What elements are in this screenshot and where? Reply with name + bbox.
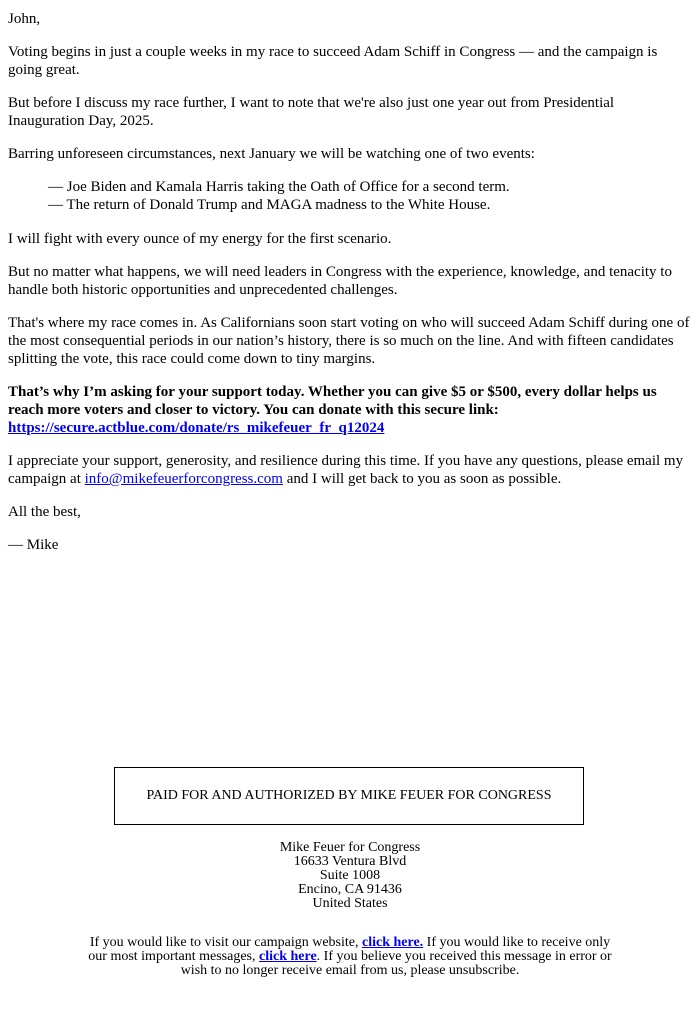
paid-for-disclaimer: PAID FOR AND AUTHORIZED BY MIKE FEUER FOR CONGRESS — [114, 767, 584, 825]
paragraph-events: Barring unforeseen circumstances, next January we will be watching one of two events: — [8, 146, 535, 162]
paragraph-inauguration: But before I discuss my race further, I want to note that we're also just one year out from Presidential Inauguration Day, 2025. — [8, 95, 615, 129]
footer-notice — [86, 936, 614, 978]
paragraph-fight: I will fight with every ounce of my energy for the first scenario. — [8, 231, 392, 247]
email-link[interactable]: info@mikefeuerforcongress.com — [84, 471, 283, 487]
paragraph-contact — [8, 452, 692, 488]
address-suite: Suite 1008 — [319, 868, 381, 883]
paragraph-intro: Voting begins in just a couple weeks in my race to succeed Adam Schiff in Congress — and the campaign is going great. — [8, 44, 658, 78]
footer-text-1: If you would like to visit our campaign website, — [89, 935, 362, 950]
contact-text-after: and I will get back to you as soon as possible. — [282, 471, 562, 487]
footer-text-3: . If you believe you received this message in error or wish to no longer receive email from us, please unsubscribe. — [180, 949, 612, 978]
paragraph-race: That's where my race comes in. As Californians soon start voting on who will succeed Adam Schiff during one of the most consequential periods in our nation’s history, there is so much on the line. And with fifteen candidates splitting the vote, this race could come down to tiny margins. — [8, 315, 690, 367]
address-name: Mike Feuer for Congress — [279, 840, 421, 855]
closing: All the best, — [8, 504, 81, 520]
donate-link[interactable]: https://secure.actblue.com/donate/rs_mikefeuer_fr_q12024 — [8, 420, 385, 436]
email-body — [8, 10, 692, 569]
paragraph-ask — [8, 383, 692, 437]
campaign-website-link[interactable]: click here. — [362, 935, 424, 950]
signature: — Mike — [8, 537, 59, 553]
contact-text-before: I appreciate your support, generosity, and resilience during this time. If you have any questions, please email my campaign at — [8, 453, 684, 487]
greeting: John, — [8, 11, 41, 27]
address-street: 16633 Ventura Blvd — [293, 854, 407, 869]
paragraph-leaders: But no matter what happens, we will need leaders in Congress with the experience, knowledge, and tenacity to handle both historic opportunities and unprecedented challenges. — [8, 264, 672, 298]
address-country: United States — [312, 896, 388, 911]
important-messages-link[interactable]: click here — [258, 949, 317, 964]
footer-text-2: If you would like to receive only our most important messages, — [88, 935, 611, 964]
ask-text: That’s why I’m asking for your support today. Whether you can give $5 or $500, every dollar helps us reach more voters and closer to victory. You can donate with this secure link: — [8, 384, 657, 418]
list-item: — Joe Biden and Kamala Harris taking the Oath of Office for a second term. — [48, 179, 510, 195]
event-list — [48, 178, 692, 214]
mailing-address — [0, 841, 700, 911]
address-city: Encino, CA 91436 — [298, 882, 402, 897]
list-item: — The return of Donald Trump and MAGA madness to the White House. — [48, 197, 491, 213]
